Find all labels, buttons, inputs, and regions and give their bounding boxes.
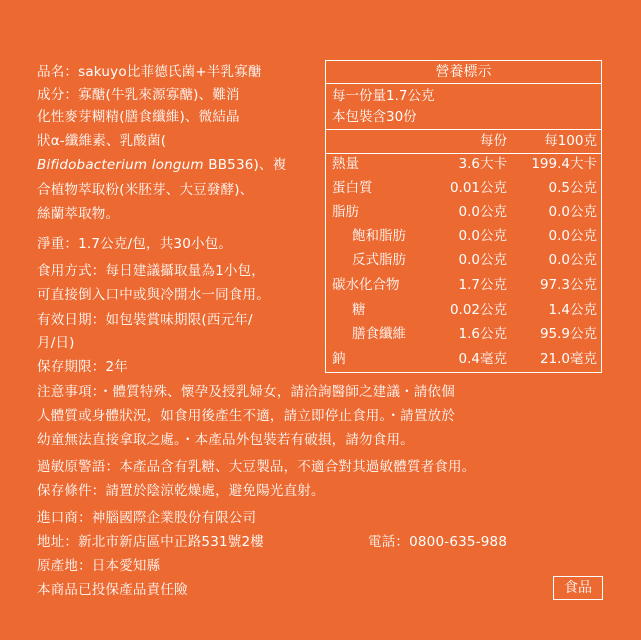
ingredients-line-2: 化性麥芽糊精(膳食纖維)、微結晶 — [37, 109, 240, 125]
value-sodium-per: 0.4毫克 — [458, 351, 507, 367]
product-name: 品名：sakuyo比菲德氏菌+半乳寡醣 — [37, 64, 262, 80]
value-carbohydrate-per: 1.7公克 — [458, 277, 507, 293]
phone: 電話：0800-635-988 — [368, 534, 508, 550]
ingredients-line-3: 狀α-纖維素、乳酸菌( — [37, 133, 167, 149]
value-protein-100: 0.5公克 — [548, 180, 597, 196]
liability-insurance: 本商品已投保產品責任險 — [37, 582, 188, 598]
servings-per-pack: 本包裝含30份 — [332, 109, 417, 125]
caution-line-2: 人體質或身體狀況，如食用後產生不適，請立即停止食用。・請置放於 — [37, 408, 455, 424]
bacteria-species: Bifidobacterium longum — [37, 157, 204, 173]
row-label-protein: 蛋白質 — [332, 180, 373, 196]
value-energy-per: 3.6大卡 — [458, 156, 507, 172]
value-sugar-100: 1.4公克 — [548, 302, 597, 318]
usage-line-1: 食用方式：每日建議攝取量為1小包， — [37, 263, 265, 279]
shelf-life: 保存期限：2年 — [37, 359, 128, 375]
address: 地址：新北市新店區中正路531號2樓 — [37, 534, 264, 550]
row-label-carbohydrate: 碳水化合物 — [332, 277, 400, 293]
col-header-per-serving: 每份 — [480, 133, 507, 149]
allergen-warning: 過敏原警語：本產品含有乳糖、大豆製品，不適合對其過敏體質者食用。 — [37, 459, 476, 475]
value-trans-fat-100: 0.0公克 — [548, 252, 597, 268]
value-saturated-fat-per: 0.0公克 — [458, 228, 507, 244]
bacteria-strain: BB536)、複 — [203, 157, 287, 173]
caution-line-1: 注意事項：・體質特殊、懷孕及授乳婦女，請洽詢醫師之建議・請依個 — [37, 384, 455, 400]
value-trans-fat-per: 0.0公克 — [458, 252, 507, 268]
value-energy-100: 199.4大卡 — [531, 156, 597, 172]
net-weight: 淨重：1.7公克/包，共30小包。 — [37, 236, 233, 252]
row-label-energy: 熱量 — [332, 156, 359, 172]
nutrition-table — [325, 60, 602, 373]
ingredients-line-1: 成分：寡醣(牛乳來源寡醣)、難消 — [37, 87, 240, 103]
row-label-fat: 脂肪 — [332, 204, 359, 220]
usage-line-2: 可直接倒入口中或與冷開水一同食用。 — [37, 287, 270, 303]
value-dietary-fiber-per: 1.6公克 — [458, 326, 507, 342]
row-label-sugar: 糖 — [352, 302, 366, 318]
row-label-trans-fat: 反式脂肪 — [352, 252, 406, 268]
expiry-line-1: 有效日期：如包裝賞味期限(西元年/ — [37, 312, 253, 328]
food-badge: 食品 — [553, 576, 603, 600]
value-fat-100: 0.0公克 — [548, 204, 597, 220]
row-label-dietary-fiber: 膳食纖維 — [352, 326, 406, 342]
value-sugar-per: 0.02公克 — [449, 302, 507, 318]
ingredients-line-6: 絲蘭萃取物。 — [37, 206, 120, 222]
col-header-per-100g: 每100克 — [544, 133, 597, 149]
importer: 進口商：神腦國際企業股份有限公司 — [37, 510, 257, 526]
row-label-sodium: 鈉 — [332, 351, 346, 367]
ingredients-line-5: 合植物萃取粉(米胚芽、大豆發酵)、 — [37, 182, 254, 198]
value-sodium-100: 21.0毫克 — [539, 351, 597, 367]
origin: 原產地：日本愛知縣 — [37, 558, 161, 574]
storage-conditions: 保存條件：請置於陰涼乾燥處，避免陽光直射。 — [37, 483, 325, 499]
value-fat-per: 0.0公克 — [458, 204, 507, 220]
expiry-line-2: 月/日) — [37, 335, 75, 351]
caution-line-3: 幼童無法直接拿取之處。・本產品外包裝若有破損，請勿食用。 — [37, 432, 414, 448]
value-dietary-fiber-100: 95.9公克 — [539, 326, 597, 342]
serving-size: 每一份量1.7公克 — [332, 88, 435, 104]
value-protein-per: 0.01公克 — [449, 180, 507, 196]
row-label-saturated-fat: 飽和脂肪 — [352, 228, 406, 244]
table-divider — [326, 129, 601, 130]
nutrition-title: 營養標示 — [326, 61, 601, 84]
value-saturated-fat-100: 0.0公克 — [548, 228, 597, 244]
ingredients-line-4 — [37, 155, 286, 175]
value-carbohydrate-100: 97.3公克 — [539, 277, 597, 293]
